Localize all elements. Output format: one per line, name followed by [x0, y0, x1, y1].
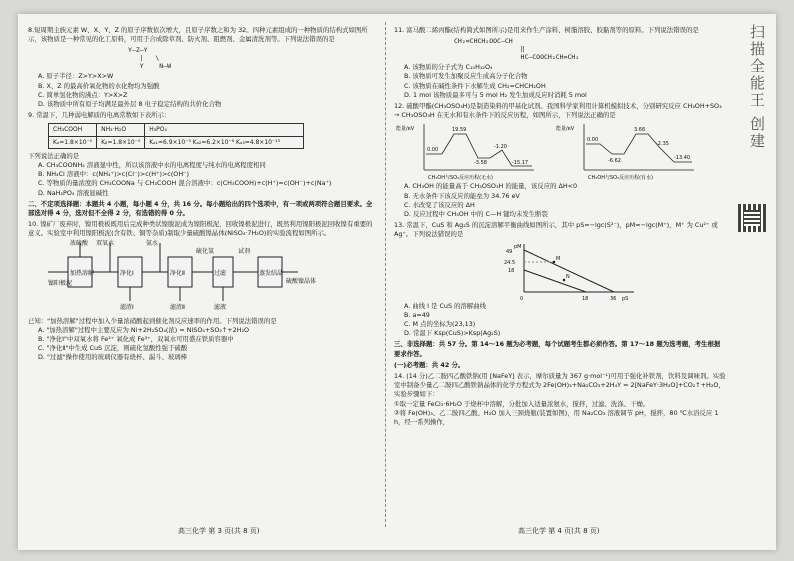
option-12d: D. 反应过程中 CH₃OH 中的 C—H 键均未发生断裂: [404, 210, 548, 219]
plot-x-tick: 36: [610, 295, 617, 302]
page-divider: [385, 22, 386, 527]
scanner-watermark: 扫描全能王 创建: [748, 24, 766, 150]
plot-x-tick: 18: [582, 295, 589, 302]
option-9b: B. NH₄Cl 溶液中：c(NH₄⁺)>c(Cl⁻)>c(H⁺)>c(OH⁻): [38, 170, 190, 179]
flow-reagent-label: 氨水: [146, 239, 159, 247]
question-8-structure: Y—Z—Y | \ Y N—W: [128, 46, 172, 71]
flow-residue-label: 滤液: [214, 303, 227, 311]
plot-y-tick: 49: [506, 248, 513, 255]
table-header: NH₃·H₂O: [97, 124, 145, 136]
page-footer-left: 高三化学 第 3 页(共 8 页): [178, 527, 260, 535]
option-9a: A. CH₃COONH₄ 溶液显中性，所以该溶液中水的电离程度与纯水的电离程度相同: [38, 161, 266, 170]
energy-value: 0.00: [427, 147, 439, 154]
process-flow-diagram: [48, 239, 348, 317]
energy-diagrams: [394, 120, 714, 182]
question-10-note: 已知："加热溶解"过程中加入少量浓硝酸起到催化剂反应速率的作用。下列说法错误的是: [28, 316, 277, 325]
flow-box-label: 净化Ⅱ: [170, 269, 185, 277]
question-14-step-2: ②将 Fe(OH)₃、乙二胺四乙酸、H₂O 加入三颈烧瓶(装置如图)，用 Na₂CO₃ 溶液调节 pH，搅拌，80 ℃水浴反应 1 h，经一系列操作，: [394, 408, 719, 427]
table-cell: Kᵦ=1.8×10⁻⁵: [97, 136, 145, 148]
question-9: 9. 常温下，几种弱电解质的电离常数如下表所示：: [28, 111, 171, 120]
question-8: 8.短周期主族元素 W、X、Y、Z 的原子序数依次增大，且原子序数之和为 32。四种元素组成的一种物质的结构式如图所示，该物质是一种常见的化工原料，可用于合成除草剂、防火剂、阻燃剂、金属清洗剂等。下列说法错误的是: [28, 26, 368, 44]
question-11: 11. 富马酸二烯丙酯(结构简式如图所示)是用来作生产涂料、树脂溶胶、胶黏剂等的原料。下列说法错误的是: [394, 26, 699, 34]
plot-y-tick: 24.5: [504, 259, 516, 266]
ionization-table: [48, 123, 304, 148]
plot-y-label: pM: [514, 243, 522, 250]
section-3-heading: 三、非选择题：共 57 分。第 14～16 题为必考题，每个试题考生都必须作答。第 17～18 题为选考题，考生根据要求作答。: [394, 340, 721, 358]
plot-point-label: N: [566, 273, 570, 280]
option-8d: D. 该物质中所有原子均满足最外层 8 电子稳定结构的共价化合物: [38, 100, 222, 109]
table-header: H₃PO₄: [145, 124, 304, 136]
energy-chart-caption: CH₃OH与SO₃反应历程(无水): [428, 175, 493, 182]
option-9d: D. NaH₂PO₄ 溶液显碱性: [38, 188, 109, 197]
energy-value: 3.66: [634, 127, 646, 134]
option-10a: A. "加热溶解"过程中主要反应为 Ni+2H₂SO₄(浓) = NiSO₄+SO₂↑+2H₂O: [38, 325, 250, 334]
option-12c: C. 水改变了该反应的 ΔH: [404, 200, 475, 209]
question-14-step-1: ①取一定量 FeCl₃·6H₂O 于烧杯中溶解，分批加入适量浓氨水，搅拌，过滤、洗涤、干燥。: [394, 399, 650, 408]
energy-value: -2.35: [656, 141, 669, 148]
plot-x-label: pS: [622, 295, 629, 302]
option-12b: B. 无水条件下该反应的能垒为 34.76 eV: [404, 191, 520, 200]
flow-reagent-label: 硫化氢: [196, 247, 215, 255]
option-11d: D. 1 mol 该物质最多可与 5 mol H₂ 发生加成反应时消耗 5 mol: [404, 90, 587, 99]
question-12: 12. 硫酸甲酯(CH₃OSO₃H)是制造染料的甲基化试剂。我国科学家利用计算机模拟技术，分别研究反应 CH₃OH+SO₃ → CH₃OSO₃H 在无水和有水条件下的反应历程，如图所示，下列说法正确的是: [394, 102, 722, 120]
right-column: [394, 24, 726, 427]
flow-reagent-label: 浓硫酸: [70, 239, 89, 247]
flow-input-label: 镍阳极泥: [48, 279, 73, 287]
option-13a: A. 曲线 Ⅰ 是 CuS 的溶解曲线: [404, 301, 487, 310]
option-13b: B. a=49: [404, 310, 430, 319]
table-header: CH₃COOH: [49, 124, 97, 136]
plot-x-tick: 0: [520, 295, 524, 302]
energy-axis-label: 能量/eV: [396, 126, 415, 133]
energy-value: 0.00: [587, 137, 599, 144]
energy-value: -13.40: [674, 155, 691, 162]
flow-residue-label: 滤渣Ⅱ: [170, 303, 185, 311]
qr-code-icon: [738, 204, 766, 232]
question-9-prompt: 下列说法正确的是: [28, 151, 80, 160]
question-14: 14. (14 分)乙二胺四乙酸铁钠(用 [NaFeY] 表示，摩尔质量为 367 g·mol⁻¹)可用于强化补铁剂，饮料及调味剂。实验室中制备少量乙二胺四乙酸铁钠晶体的化学方程式为 2Fe(OH)₃+Na₂CO₃+2H₄Y = 2[NaFeY·3H₂O]+CO₂↑+H₂O，实验步骤如下：: [394, 372, 726, 399]
question-11-structure: CH₂=CHCH₂OOC—CH ‖ HC—COOCH₂CH=CH₂: [454, 37, 580, 62]
solubility-plot: [494, 240, 654, 302]
option-11c: C. 该物质在碱性条件下水解生成 CH₂=CHCH₂OH: [404, 81, 546, 90]
plot-y-tick: 18: [508, 267, 515, 274]
option-8c: C. 简单氢化物的沸点：Y>X>Z: [38, 90, 128, 99]
page-footer-right: 高三化学 第 4 页(共 8 页): [518, 527, 600, 535]
section-2-heading: 二、不定项选择题：本题共 4 小题，每小题 4 分，共 16 分。每小题给出的四个选项中，有一项或两项符合题目要求。全部选对得 4 分，选对但不全得 2 分，有选错的得 0 分。: [28, 199, 373, 218]
energy-value: -1.20: [494, 144, 507, 151]
flow-box-label: 加热溶解: [70, 269, 95, 277]
section-3-subheading: (一)必考题：共 42 分。: [394, 360, 465, 369]
option-12a: A. CH₃OH 的能量高于 CH₃OSO₃H 的能量，该反应的 ΔH<0: [404, 182, 578, 191]
exam-sheet: [18, 14, 776, 550]
energy-value: -15.17: [512, 160, 529, 167]
flow-product-label: 硫酸镍晶体: [286, 277, 317, 285]
energy-value: -3.58: [474, 160, 487, 167]
flow-reagent-label: 试剂: [238, 247, 251, 255]
energy-axis-label: 能量/eV: [556, 126, 575, 133]
flow-reagent-label: 双氧水: [96, 239, 115, 247]
flow-box-label: 净化Ⅰ: [120, 269, 134, 277]
flow-box-label: 过滤: [214, 269, 227, 277]
table-cell: Kₐ=1.8×10⁻⁵: [49, 136, 97, 148]
option-10c: C. "净化Ⅱ"中生成 CuS 沉淀，则硫化氢酸性强于硫酸: [38, 344, 188, 353]
option-8a: A. 原子半径：Z>Y>X>W: [38, 72, 114, 81]
energy-value: -6.62: [608, 158, 621, 165]
option-9c: C. 等物质的量浓度的 CH₃COONa 与 CH₃COOH 混合溶液中：c(CH₃COOH)+c(H⁺)=c(OH⁻)+c(Na⁺): [38, 179, 332, 188]
plot-point-label: M: [556, 255, 561, 262]
flow-box-label: 蒸发结晶: [259, 269, 284, 277]
left-column: [28, 24, 376, 363]
energy-chart-caption: CH₃OH与SO₃反应历程(有水): [588, 175, 653, 182]
option-10b: B. "净化Ⅰ"中双氧水将 Fe²⁺ 氧化成 Fe³⁺，双氧水可用盛在铁质容器中: [38, 335, 234, 344]
energy-value: 19.59: [452, 127, 467, 134]
option-8b: B. X、Z 的最高价氧化物的水化物均为强酸: [38, 81, 160, 90]
question-10: 10. 镍矿厂废弃时，镍用极板既用后完成种类状镍脱泥成为镍阳极泥，回收镍极泥进行，既然利用镍阳极泥回收镍有重要的意义。实验室中利用镍阳极泥(含有铁、铜等杂质)制取少量硫酸镍晶体(NiSO₄·7H₂O)的实验流程如图所示。: [28, 220, 373, 238]
option-10d: D. "过滤"操作使用的玻璃仪器有烧杯、漏斗、玻璃棒: [38, 353, 188, 362]
question-13: 13. 常温下，CuS 和 Ag₂S 的沉淀溶解平衡曲线如图所示，其中 pS=−lgc(S²⁻)，pM=−lgc(M⁺)，M⁺ 为 Cu²⁺ 或 Ag⁺。下列说法错误的是: [394, 221, 718, 239]
flow-residue-label: 滤渣Ⅰ: [120, 303, 134, 311]
table-cell: Kₐ₁=6.9×10⁻³ Kₐ₂=6.2×10⁻⁸ Kₐ₃=4.8×10⁻¹³: [145, 136, 304, 148]
option-13d: D. 常温下 Ksp(CuS)>Ksp(Ag₂S): [404, 329, 501, 338]
option-11b: B. 该物质可发生加聚反应生成高分子化合物: [404, 72, 528, 81]
option-11a: A. 该物质的分子式为 C₁₀H₁₂O₄: [404, 63, 493, 72]
option-13c: C. M 点的坐标为(23,13): [404, 320, 476, 329]
